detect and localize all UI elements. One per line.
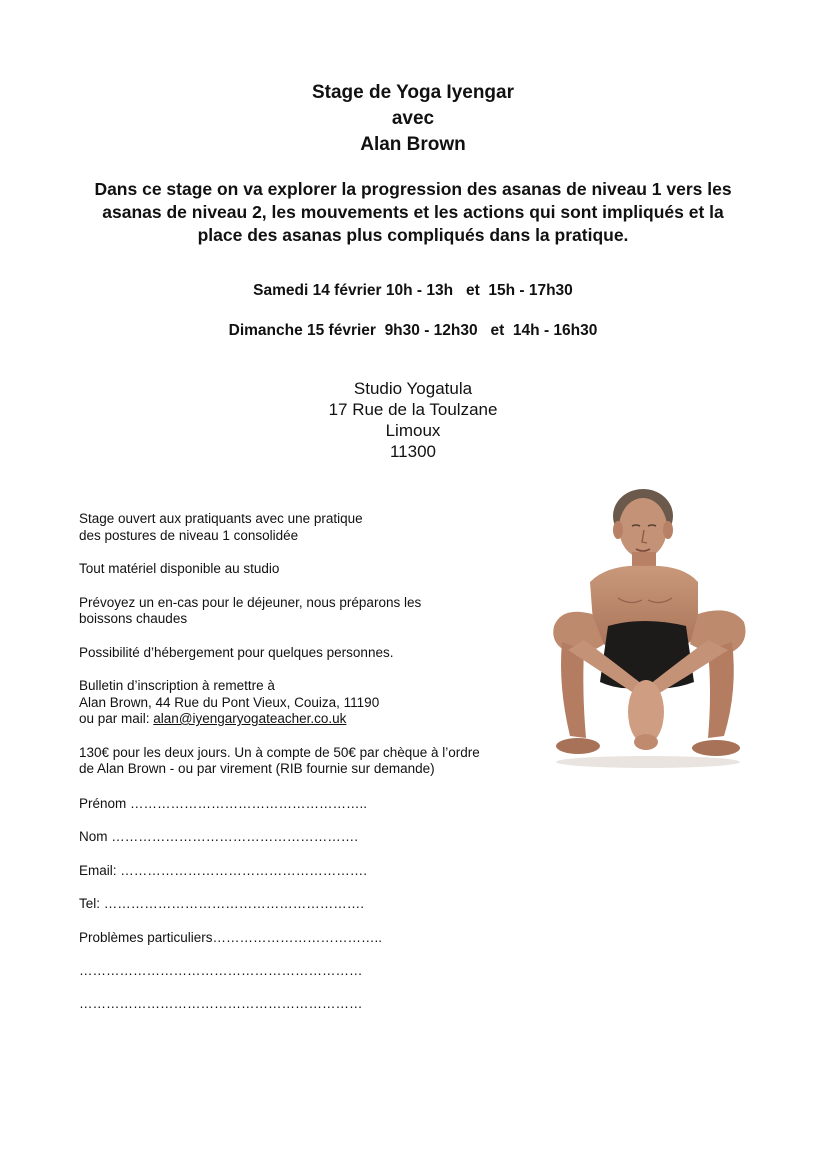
info-line: Tout matériel disponible au studio [79, 561, 280, 576]
info-line-mail [79, 711, 559, 728]
intro-line: asanas de niveau 2, les mouvements et les actions qui sont impliqués et la [102, 202, 724, 222]
yoga-pose-photo [548, 486, 750, 778]
info-paragraph-equipment [79, 561, 559, 578]
venue-street: 17 Rue de la Toulzane [328, 400, 498, 419]
mail-prefix: ou par mail: [79, 711, 154, 726]
info-line: Alan Brown, 44 Rue du Pont Vieux, Couiza, 11190 [79, 694, 380, 710]
form-field-nom[interactable]: Nom ………………………………………………. [79, 829, 359, 845]
info-line: de Alan Brown - ou par virement (RIB fournie sur demande) [79, 761, 435, 776]
form-field-problemes[interactable]: Problèmes particuliers……………………………….. [79, 929, 383, 945]
form-field-blank-line[interactable]: ……………………………………………………… [79, 996, 363, 1012]
intro-text [60, 178, 766, 247]
info-paragraph-registration [79, 678, 559, 728]
form-field-email[interactable]: Email: ………………………………………………. [79, 862, 368, 878]
info-line: Prévoyez un en-cas pour le déjeuner, nous préparons les [79, 594, 422, 610]
venue-name: Studio Yogatula [353, 379, 473, 398]
yoga-practitioner-illustration [548, 486, 750, 778]
info-paragraph-level [79, 511, 559, 544]
page-header [0, 80, 826, 158]
schedule-sunday: Dimanche 15 février 9h30 - 12h30 et 14h - 16h30 [228, 322, 598, 339]
intro-line: place des asanas plus compliqués dans la pratique. [197, 225, 629, 245]
form-field-prenom[interactable]: Prénom …………………………………………….. [79, 796, 368, 811]
info-paragraph-lunch [79, 595, 559, 628]
venue-address [0, 378, 826, 462]
venue-city: Limoux [385, 421, 441, 440]
info-paragraph-price [79, 745, 559, 778]
form-field-blank-line[interactable]: ……………………………………………………… [79, 962, 363, 978]
header-with: avec [391, 108, 435, 129]
page-title: Stage de Yoga Iyengar [311, 82, 515, 103]
info-line: Stage ouvert aux pratiquants avec une pratique [79, 511, 363, 526]
info-line: boissons chaudes [79, 611, 188, 626]
info-line: Possibilité d’hébergement pour quelques personnes. [79, 644, 394, 660]
info-line: Bulletin d’inscription à remettre à [79, 678, 275, 693]
info-paragraph-lodging [79, 645, 559, 662]
venue-postcode: 11300 [389, 442, 436, 461]
teacher-name: Alan Brown [360, 134, 466, 155]
info-line: 130€ pour les deux jours. Un à compte de 50€ par chèque à l’ordre [79, 744, 480, 760]
form-field-tel[interactable]: Tel: …………………………………………………. [79, 896, 365, 912]
info-section [79, 511, 559, 795]
email-link[interactable]: alan@iyengaryogateacher.co.uk [153, 711, 347, 726]
schedule-saturday: Samedi 14 février 10h - 13h et 15h - 17h30 [253, 282, 573, 299]
info-line: des postures de niveau 1 consolidée [79, 527, 299, 543]
registration-form [79, 796, 559, 1030]
intro-line: Dans ce stage on va explorer la progression des asanas de niveau 1 vers les [94, 179, 732, 199]
